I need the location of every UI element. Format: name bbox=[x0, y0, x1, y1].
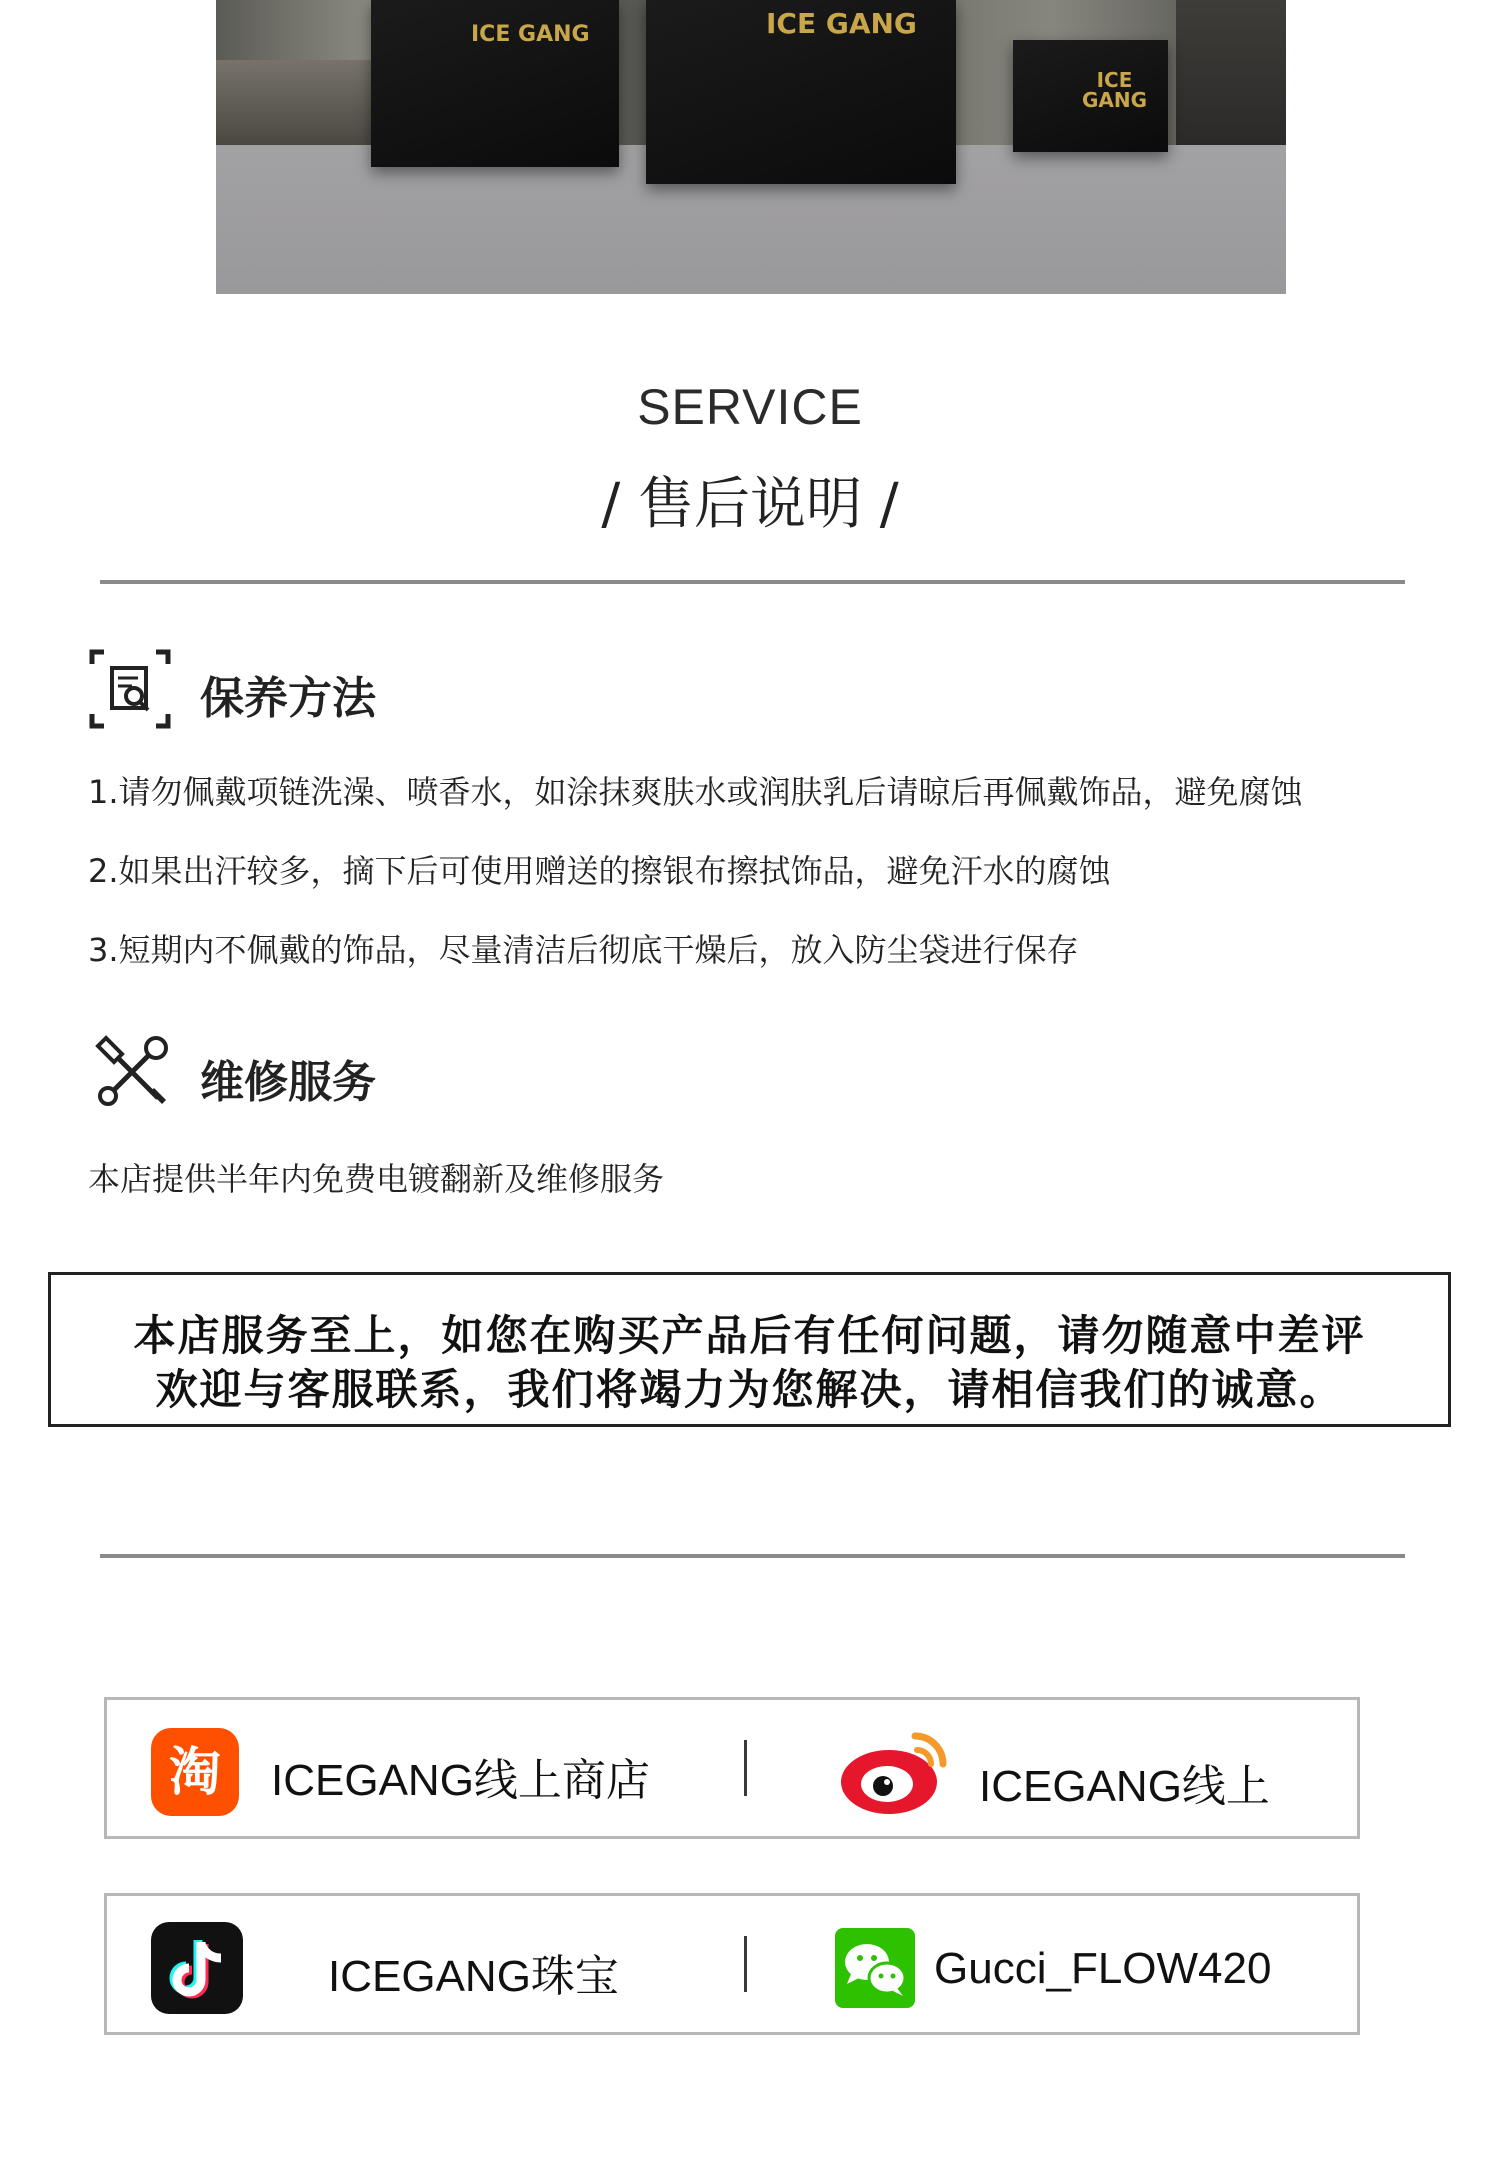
banner-rocks bbox=[216, 60, 376, 145]
repair-title: 维修服务 bbox=[200, 1057, 376, 1108]
care-item-2: 2.如果出汗较多，摘下后可使用赠送的擦银布擦拭饰品，避免汗水的腐蚀 bbox=[88, 852, 1111, 890]
contact-card-store bbox=[104, 1697, 1360, 1839]
notice-line-2: 欢迎与客服联系，我们将竭力为您解决，请相信我们的诚意。 bbox=[155, 1365, 1344, 1414]
wrench-screwdriver-icon bbox=[92, 1032, 172, 1112]
service-title-en: SERVICE bbox=[637, 379, 863, 435]
box-logo-right: ICE GANG bbox=[1081, 68, 1148, 112]
taobao-store-label[interactable]: ICEGANG线上商店 bbox=[271, 1756, 650, 1805]
wechat-icon[interactable] bbox=[835, 1928, 915, 2008]
inspect-document-icon bbox=[88, 648, 172, 730]
box-logo-left: ICE GANG bbox=[471, 22, 590, 47]
service-notice bbox=[48, 1272, 1451, 1427]
care-item-3: 3.短期内不佩戴的饰品，尽量清洁后彻底干燥后，放入防尘袋进行保存 bbox=[88, 931, 1079, 969]
repair-text: 本店提供半年内免费电镀翻新及维修服务 bbox=[88, 1160, 665, 1198]
douyin-icon[interactable] bbox=[151, 1922, 243, 2014]
taobao-icon[interactable] bbox=[151, 1728, 239, 1816]
wechat-label[interactable]: Gucci_FLOW420 bbox=[934, 1944, 1272, 1993]
box-logo-center: ICE GANG bbox=[766, 7, 917, 40]
care-title: 保养方法 bbox=[200, 673, 376, 724]
gift-box-left bbox=[371, 0, 619, 167]
contact-divider bbox=[744, 1740, 747, 1796]
weibo-label[interactable]: ICEGANG线上 bbox=[979, 1762, 1270, 1811]
banner-rock-right bbox=[1176, 0, 1286, 145]
service-title-cn: / 售后说明 / bbox=[601, 472, 899, 537]
weibo-icon[interactable] bbox=[837, 1718, 957, 1818]
contact-card-social bbox=[104, 1893, 1360, 2035]
divider-bottom bbox=[100, 1554, 1405, 1558]
gift-box-right bbox=[1013, 40, 1168, 152]
product-banner bbox=[216, 0, 1286, 294]
care-item-1: 1.请勿佩戴项链洗澡、喷香水，如涂抹爽肤水或润肤乳后请晾后再佩戴饰品，避免腐蚀 bbox=[88, 773, 1303, 811]
gift-box-center bbox=[646, 0, 956, 184]
douyin-label[interactable]: ICEGANG珠宝 bbox=[328, 1952, 619, 2001]
contact-divider bbox=[744, 1936, 747, 1992]
taobao-glyph: 淘 bbox=[168, 1743, 222, 1803]
divider-top bbox=[100, 580, 1405, 584]
notice-line-1: 本店服务至上，如您在购买产品后有任何问题，请勿随意中差评 bbox=[133, 1311, 1366, 1360]
